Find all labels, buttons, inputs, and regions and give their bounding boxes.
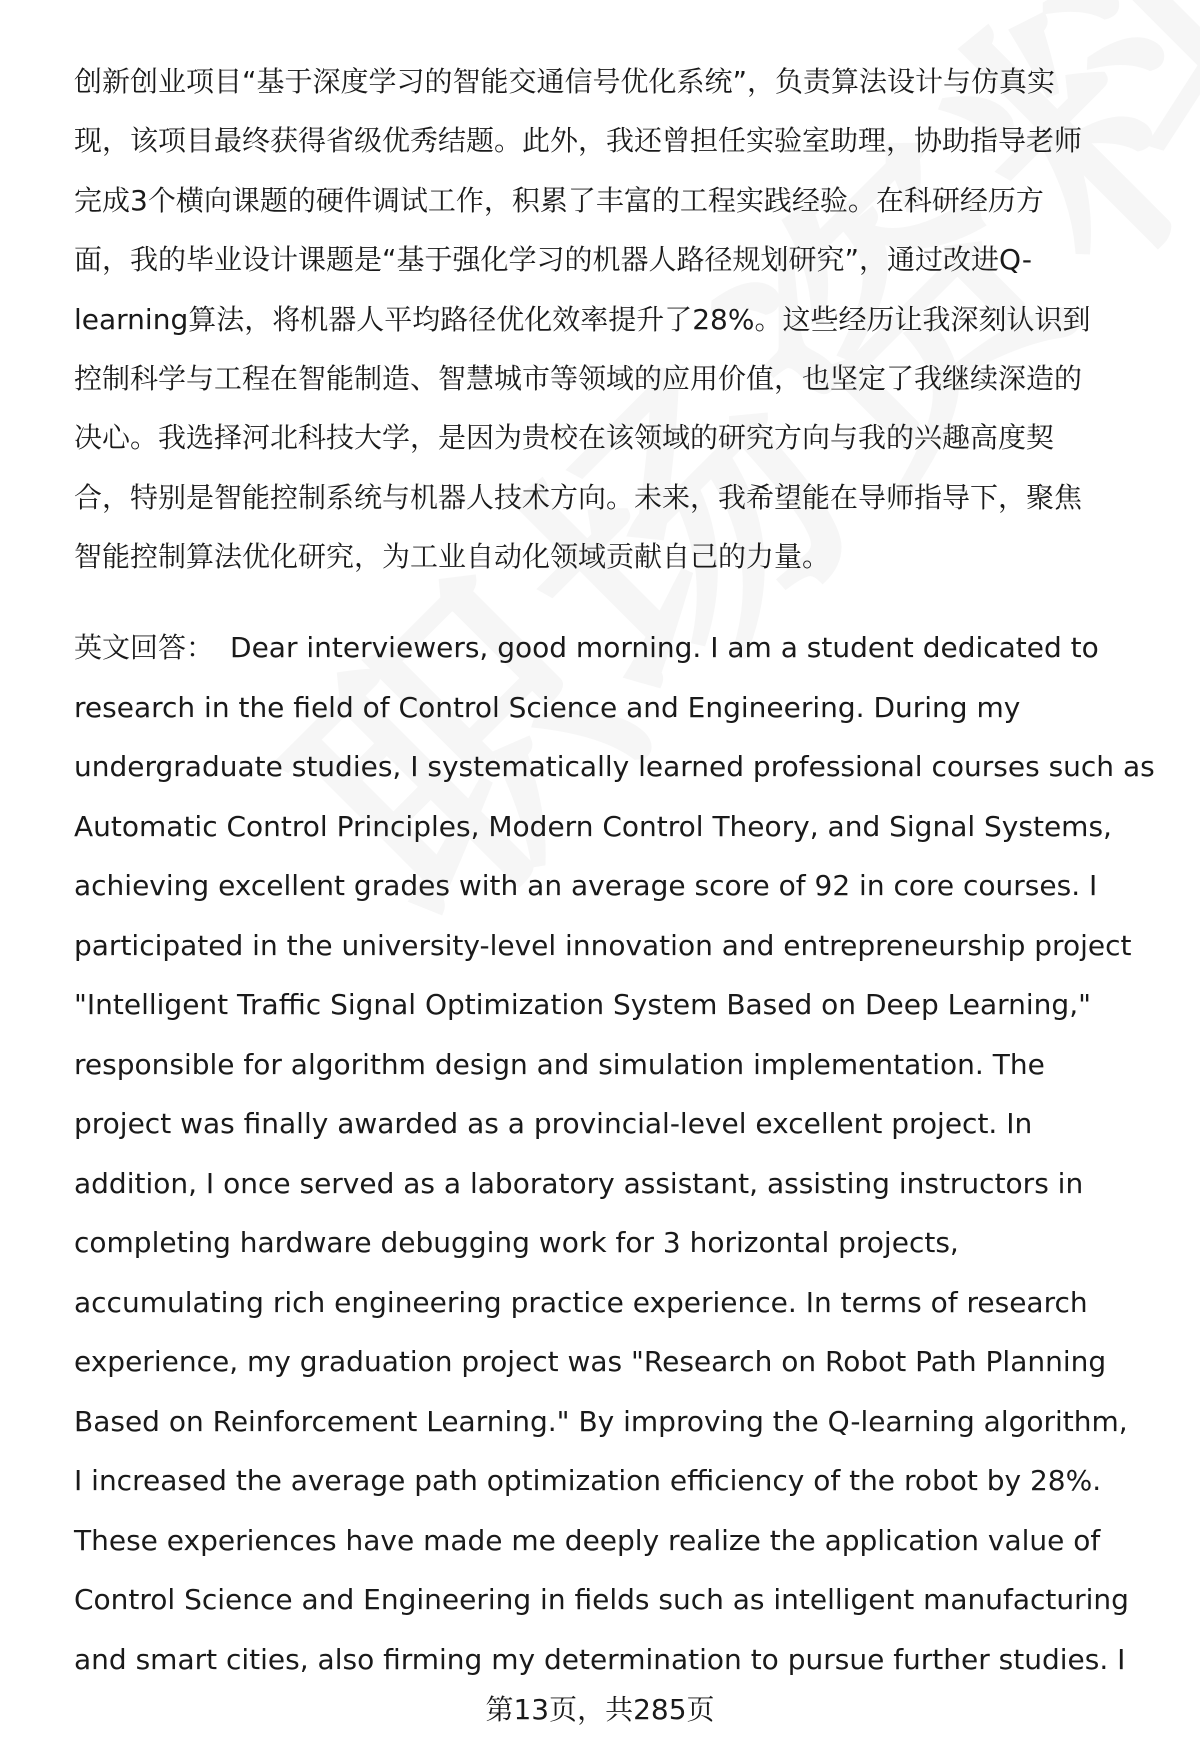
english-answer-label: 英文回答： [74, 631, 215, 664]
text-line: 智能控制算法优化研究，为工业自动化领域贡献自己的力量。 [74, 540, 831, 574]
text-line: Based on Reinforcement Learning." By improving the Q-learning algorithm, [74, 1404, 1128, 1438]
text-line: research in the field of Control Science and Engineering. During my [74, 690, 1021, 724]
text-line-content: Dear interviewers, good morning. I am a student dedicated to [230, 631, 1099, 664]
text-line: and smart cities, also firming my determination to pursue further studies. I [74, 1642, 1126, 1676]
text-line: experience, my graduation project was "Research on Robot Path Planning [74, 1345, 1107, 1378]
page-number-footer: 第13页，共285页 [485, 1693, 715, 1726]
text-line: These experiences have made me deeply realize the application value of [74, 1523, 1101, 1557]
text-line: Automatic Control Principles, Modern Control Theory, and Signal Systems, [74, 809, 1112, 843]
text-line: responsible for algorithm design and simulation implementation. The [74, 1047, 1045, 1081]
text-line: completing hardware debugging work for 3 horizontal projects, [74, 1226, 959, 1259]
text-line: I increased the average path optimization efficiency of the robot by 28%. [74, 1464, 1102, 1497]
chinese-paragraph [74, 52, 1154, 587]
text-line: Control Science and Engineering in fields such as intelligent manufacturing [74, 1583, 1129, 1616]
text-line: learning算法，将机器人平均路径优化效率提升了28%。这些经历让我深刻认识到 [74, 302, 1091, 336]
text-line: 完成3个横向课题的硬件调试工作，积累了丰富的工程实践经验。在科研经历方 [74, 183, 1044, 217]
text-line: participated in the university-level innovation and entrepreneurship project [74, 928, 1132, 962]
text-line [74, 618, 1164, 678]
text-line: 决心。我选择河北科技大学，是因为贵校在该领域的研究方向与我的兴趣高度契 [74, 421, 1055, 455]
text-line: 控制科学与工程在智能制造、智慧城市等领域的应用价值，也坚定了我继续深造的 [74, 361, 1083, 395]
text-line: 现，该项目最终获得省级优秀结题。此外，我还曾担任实验室助理，协助指导老师 [74, 124, 1083, 158]
text-line: undergraduate studies, I systematically learned professional courses such as [74, 750, 1155, 783]
text-line: 创新创业项目“基于深度学习的智能交通信号优化系统”，负责算法设计与仿真实 [74, 65, 1056, 98]
text-line: accumulating rich engineering practice experience. In terms of research [74, 1285, 1088, 1319]
text-line: 合，特别是智能控制系统与机器人技术方向。未来，我希望能在导师指导下，聚焦 [74, 480, 1083, 514]
text-line: achieving excellent grades with an average score of 92 in core courses. I [74, 869, 1098, 902]
text-line: "Intelligent Traffic Signal Optimization System Based on Deep Learning," [74, 988, 1091, 1021]
text-line: addition, I once served as a laboratory assistant, assisting instructors in [74, 1166, 1084, 1200]
english-answer-paragraph [74, 618, 1164, 1689]
text-line: 面，我的毕业设计课题是“基于强化学习的机器人路径规划研究”，通过改进Q- [74, 243, 1032, 277]
text-line: project was finally awarded as a provincial-level excellent project. In [74, 1107, 1033, 1140]
